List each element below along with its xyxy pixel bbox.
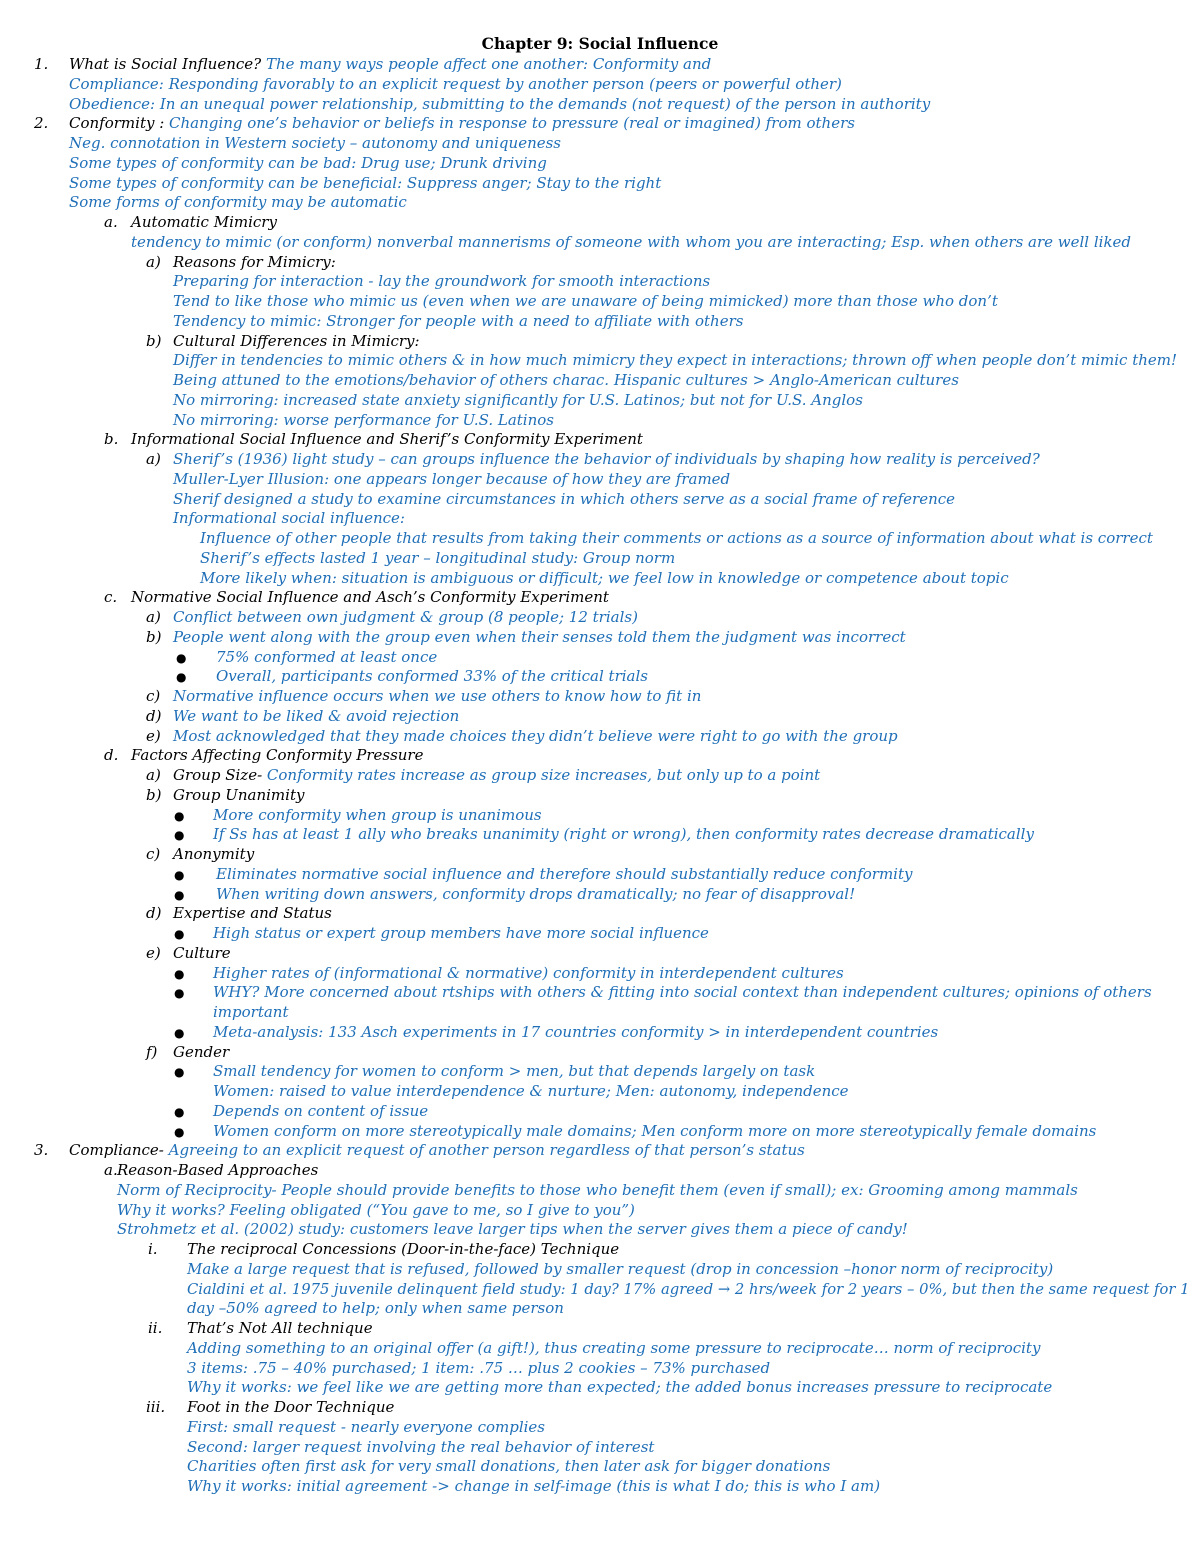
bullet-icon: ● — [174, 828, 185, 843]
note-text: Changing one’s behavior or beliefs in response to pressure (real or imagined) from others — [169, 114, 855, 133]
note-line — [117, 1201, 635, 1221]
note-text: Conflict between own judgment & group (8 people; 12 trials) — [173, 608, 638, 626]
note-line — [187, 1319, 373, 1339]
note-text: When writing down answers, conformity drops dramatically; no fear of disapproval! — [216, 884, 856, 903]
note-line — [187, 1378, 1052, 1398]
note-line — [187, 1398, 394, 1418]
note-text: Most acknowledged that they made choices they didn’t believe were right to go with the group — [173, 726, 898, 745]
note-line — [131, 233, 1131, 253]
heading-text: Gender — [173, 1042, 230, 1061]
bullet-icon: ● — [174, 1065, 185, 1080]
note-line — [187, 1438, 654, 1458]
bullet-icon: ● — [174, 966, 185, 981]
note-line — [173, 351, 1177, 371]
note-text: Normative influence occurs when we use others to know how to fit in — [173, 687, 702, 705]
note-text: Neg. connotation in Western society – autonomy and uniqueness — [69, 134, 562, 152]
note-line — [69, 134, 561, 154]
note-line — [173, 470, 730, 490]
note-text: Tend to like those who mimic us (even when we are unaware of being mimicked) more than those who don’t — [173, 292, 998, 310]
note-line — [173, 944, 231, 964]
note-text: Higher rates of (informational & normative) conformity in interdependent cultures — [213, 963, 844, 982]
note-text: Overall, participants conformed 33% of the critical trials — [216, 667, 648, 686]
list-marker: e) — [146, 726, 161, 745]
heading-text: Group Size- — [173, 766, 267, 784]
note-text: Why it works: initial agreement -> change in self-image (this is what I do; this is who I am) — [187, 1477, 881, 1495]
note-line — [173, 509, 405, 529]
note-text: The many ways people affect one another: Conformity and — [265, 55, 712, 73]
note-text: Cialdini et al. 1975 juvenile delinquent field study: 1 day? 17% agreed → 2 hrs/week for 2 years – 0%, but then the same request for 1 — [187, 1279, 1190, 1298]
list-marker: b) — [146, 331, 162, 350]
note-text: Compliance: Responding favorably to an explicit request by another person (peers or powerful other) — [69, 74, 842, 93]
heading-text: Reasons for Mimicry: — [173, 252, 336, 271]
note-line — [173, 272, 710, 292]
note-line — [131, 213, 277, 233]
list-marker: d. — [104, 746, 119, 765]
note-text: 75% conformed at least once — [216, 647, 438, 666]
list-marker: a) — [146, 450, 161, 468]
note-line — [173, 292, 998, 312]
note-line — [173, 332, 420, 352]
note-line — [187, 1339, 1040, 1359]
list-marker: 2. — [34, 114, 49, 133]
heading-text: That’s Not All technique — [187, 1319, 373, 1337]
note-text: Eliminates normative social influence and therefore should substantially reduce conformity — [216, 864, 913, 883]
note-text: No mirroring: increased state anxiety significantly for U.S. Latinos; but not for U.S. Anglos — [173, 390, 863, 409]
note-text: Norm of Reciprocity- People should provide benefits to those who benefit them (even if small); ex: Grooming among mammals — [117, 1180, 1078, 1199]
note-line — [117, 1181, 1078, 1201]
note-text: Agreeing to an explicit request of another person regardless of that person’s status — [168, 1141, 805, 1160]
note-line — [213, 1102, 428, 1122]
note-line — [213, 1003, 288, 1023]
note-line — [173, 411, 554, 431]
note-text: day –50% agreed to help; only when same person — [187, 1299, 564, 1318]
heading-text: What is Social Influence? — [69, 55, 266, 73]
note-text: Influence of other people that results from taking their comments or actions as a source of information about what is correct — [200, 529, 1153, 547]
list-marker: 1. — [34, 55, 49, 73]
note-text: Muller-Lyer Illusion: one appears longer because of how they are framed — [173, 469, 731, 488]
heading-text: Reason-Based Approaches — [117, 1161, 319, 1179]
list-marker: b. — [104, 430, 119, 449]
note-line — [213, 825, 1034, 845]
note-line — [173, 904, 332, 924]
note-text: Preparing for interaction - lay the groundwork for smooth interactions — [173, 272, 711, 291]
note-text: Women: raised to value interdependence & nurture; Men: autonomy, independence — [213, 1082, 849, 1100]
note-text: Adding something to an original offer (a gift!), thus creating some pressure to reciprocate… norm of reciprocity — [187, 1338, 1041, 1357]
note-line — [173, 727, 898, 747]
list-marker: c) — [146, 845, 161, 863]
note-text: More conformity when group is unanimous — [213, 805, 542, 824]
note-text: People went along with the group even when their senses told them the judgment was incorrect — [173, 627, 906, 646]
list-marker: a) — [146, 766, 161, 784]
bullet-icon: ● — [174, 986, 185, 1001]
list-marker: c. — [104, 588, 118, 607]
list-marker: ii. — [148, 1319, 163, 1337]
note-text: Tendency to mimic: Stronger for people with a need to affiliate with others — [173, 311, 744, 330]
note-line — [131, 430, 643, 450]
note-line — [117, 1161, 318, 1181]
note-line — [173, 786, 304, 806]
bullet-icon: ● — [174, 927, 185, 941]
note-line — [216, 865, 912, 885]
bullet-icon: ● — [174, 808, 185, 823]
list-marker: iii. — [146, 1398, 166, 1416]
heading-text: Anonymity — [173, 845, 255, 863]
note-line — [200, 549, 675, 569]
note-line — [187, 1477, 880, 1497]
note-line — [213, 924, 709, 944]
note-text: Some types of conformity can be beneficial: Suppress anger; Stay to the right — [69, 173, 662, 192]
note-line — [213, 1082, 849, 1102]
list-marker: d) — [146, 904, 162, 923]
note-line — [187, 1299, 564, 1319]
note-line — [173, 766, 820, 786]
bullet-icon: ● — [174, 1124, 185, 1139]
note-line — [131, 588, 609, 608]
note-line — [69, 154, 547, 174]
note-text: tendency to mimic (or conform) nonverbal mannerisms of someone with whom you are interacting; Esp. when others are well liked — [131, 232, 1132, 251]
page-title: Chapter 9: Social Influence — [481, 34, 719, 53]
note-line — [200, 569, 1009, 589]
note-text: Sherif’s effects lasted 1 year – longitudinal study: Group norm — [200, 548, 676, 567]
note-text: Conformity rates increase as group size increases, but only up to a point — [266, 766, 821, 784]
note-text: important — [213, 1003, 289, 1021]
note-line — [187, 1280, 1190, 1300]
heading-text: Automatic Mimicry — [131, 213, 277, 231]
note-line — [187, 1260, 1053, 1280]
list-marker: e) — [146, 943, 161, 962]
note-text: Women conform on more stereotypically male domains; Men conform more on more stereotypically female domains — [213, 1121, 1097, 1140]
bullet-icon: ● — [176, 670, 187, 685]
note-line — [69, 75, 842, 95]
note-line — [187, 1418, 545, 1438]
note-line — [173, 253, 336, 273]
note-line — [69, 114, 855, 134]
bullet-icon: ● — [174, 867, 185, 882]
list-marker: f) — [146, 1042, 158, 1061]
heading-text: The reciprocal Concessions (Door-in-the-face) Technique — [187, 1240, 620, 1258]
note-line — [187, 1240, 619, 1260]
note-line — [173, 608, 638, 628]
note-line — [173, 687, 701, 707]
note-line — [213, 983, 1152, 1003]
list-marker: a) — [146, 252, 161, 271]
note-line — [69, 55, 711, 75]
note-text: Depends on content of issue — [213, 1101, 429, 1120]
heading-text: Expertise and Status — [173, 904, 332, 923]
note-text: If Ss has at least 1 ally who breaks unanimity (right or wrong), then conformity rates decrease dramatically — [213, 825, 1034, 844]
list-marker: c) — [146, 687, 161, 705]
note-line — [173, 707, 459, 727]
heading-text: Cultural Differences in Mimicry: — [173, 331, 420, 350]
list-marker: a) — [146, 608, 161, 626]
bullet-icon: ● — [176, 650, 187, 665]
note-text: Second: larger request involving the real behavior of interest — [187, 1437, 655, 1456]
note-line — [213, 1122, 1096, 1142]
list-marker: b) — [146, 785, 162, 804]
list-marker: d) — [146, 706, 162, 725]
note-line — [187, 1457, 830, 1477]
note-text: Meta-analysis: 133 Asch experiments in 17 countries conformity > in interdependent countries — [213, 1022, 939, 1041]
note-line — [216, 667, 648, 687]
note-text: Informational social influence: — [173, 509, 405, 528]
note-line — [69, 1141, 805, 1161]
note-line — [213, 964, 844, 984]
list-marker: 3. — [34, 1141, 49, 1160]
note-line — [173, 391, 863, 411]
note-text: First: small request - nearly everyone complies — [187, 1417, 545, 1436]
note-text: 3 items: .75 – 40% purchased; 1 item: .75 … plus 2 cookies – 73% purchased — [187, 1358, 771, 1377]
note-text: Small tendency for women to conform > men, but that depends largely on task — [213, 1062, 816, 1081]
list-marker: b) — [146, 627, 162, 646]
note-text: Charities often first ask for very small donations, then later ask for bigger donations — [187, 1457, 831, 1476]
list-marker: i. — [148, 1240, 158, 1258]
note-line — [187, 1359, 770, 1379]
heading-text: Foot in the Door Technique — [187, 1398, 395, 1416]
note-line — [200, 529, 1153, 549]
note-line — [173, 1043, 229, 1063]
note-line — [173, 628, 906, 648]
heading-text: Group Unanimity — [173, 785, 305, 804]
bullet-icon: ● — [174, 887, 185, 902]
note-text: Differ in tendencies to mimic others & in how much mimicry they expect in interactions; thrown off when people don’t mimic them! — [173, 351, 1178, 370]
note-text: Strohmetz et al. (2002) study: customers leave larger tips when the server gives them a piece of candy! — [117, 1220, 908, 1239]
heading-text: Informational Social Influence and Sherif’s Conformity Experiment — [131, 430, 643, 449]
note-text: More likely when: situation is ambiguous or difficult; we feel low in knowledge or competence about topic — [200, 568, 1009, 587]
note-line — [117, 1220, 908, 1240]
note-text: Obedience: In an unequal power relationship, submitting to the demands (not request) of the person in authority — [69, 94, 931, 113]
list-marker: a. — [104, 1161, 118, 1179]
note-line — [173, 312, 743, 332]
note-text: Being attuned to the emotions/behavior of others charac. Hispanic cultures > Anglo-American cultures — [173, 371, 959, 389]
note-text: Sherif designed a study to examine circumstances in which others serve as a social frame of reference — [173, 489, 956, 508]
heading-text: Factors Affecting Conformity Pressure — [131, 746, 424, 765]
note-text: We want to be liked & avoid rejection — [173, 706, 460, 725]
note-line — [173, 371, 959, 391]
note-text: Why it works: we feel like we are getting more than expected; the added bonus increases pressure to reciprocate — [187, 1378, 1053, 1397]
bullet-icon: ● — [174, 1104, 185, 1119]
note-line — [213, 806, 542, 826]
heading-text: Culture — [173, 943, 231, 962]
note-text: Some types of conformity can be bad: Drug use; Drunk driving — [69, 153, 547, 172]
note-line — [173, 490, 955, 510]
note-line — [173, 845, 254, 865]
bullet-icon: ● — [174, 1025, 185, 1040]
note-line — [131, 746, 423, 766]
heading-text: Normative Social Influence and Asch’s Conformity Experiment — [131, 588, 609, 607]
note-text: Why it works? Feeling obligated (“You gave to me, so I give to you”) — [117, 1200, 635, 1219]
note-line — [173, 450, 1040, 470]
note-text: Some forms of conformity may be automatic — [69, 193, 407, 212]
note-text: Sherif’s (1936) light study – can groups influence the behavior of individuals by shaping how reality is perceived? — [173, 450, 1040, 468]
note-line — [213, 1062, 815, 1082]
note-line — [216, 885, 855, 905]
heading-text: Compliance- — [69, 1141, 169, 1160]
list-marker: a. — [104, 213, 118, 231]
note-text: WHY? More concerned about rtships with others & fitting into social context than independent cultures; opinions of others — [213, 983, 1152, 1002]
note-line — [69, 95, 930, 115]
note-text: No mirroring: worse performance for U.S. Latinos — [173, 410, 554, 429]
heading-text: Conformity : — [69, 114, 170, 133]
note-text: Make a large request that is refused, followed by smaller request (drop in concession –honor norm of reciprocity) — [187, 1259, 1054, 1278]
note-line — [213, 1023, 938, 1043]
note-text: High status or expert group members have more social influence — [213, 924, 709, 942]
note-line — [69, 193, 407, 213]
note-line — [69, 174, 661, 194]
note-line — [216, 648, 437, 668]
